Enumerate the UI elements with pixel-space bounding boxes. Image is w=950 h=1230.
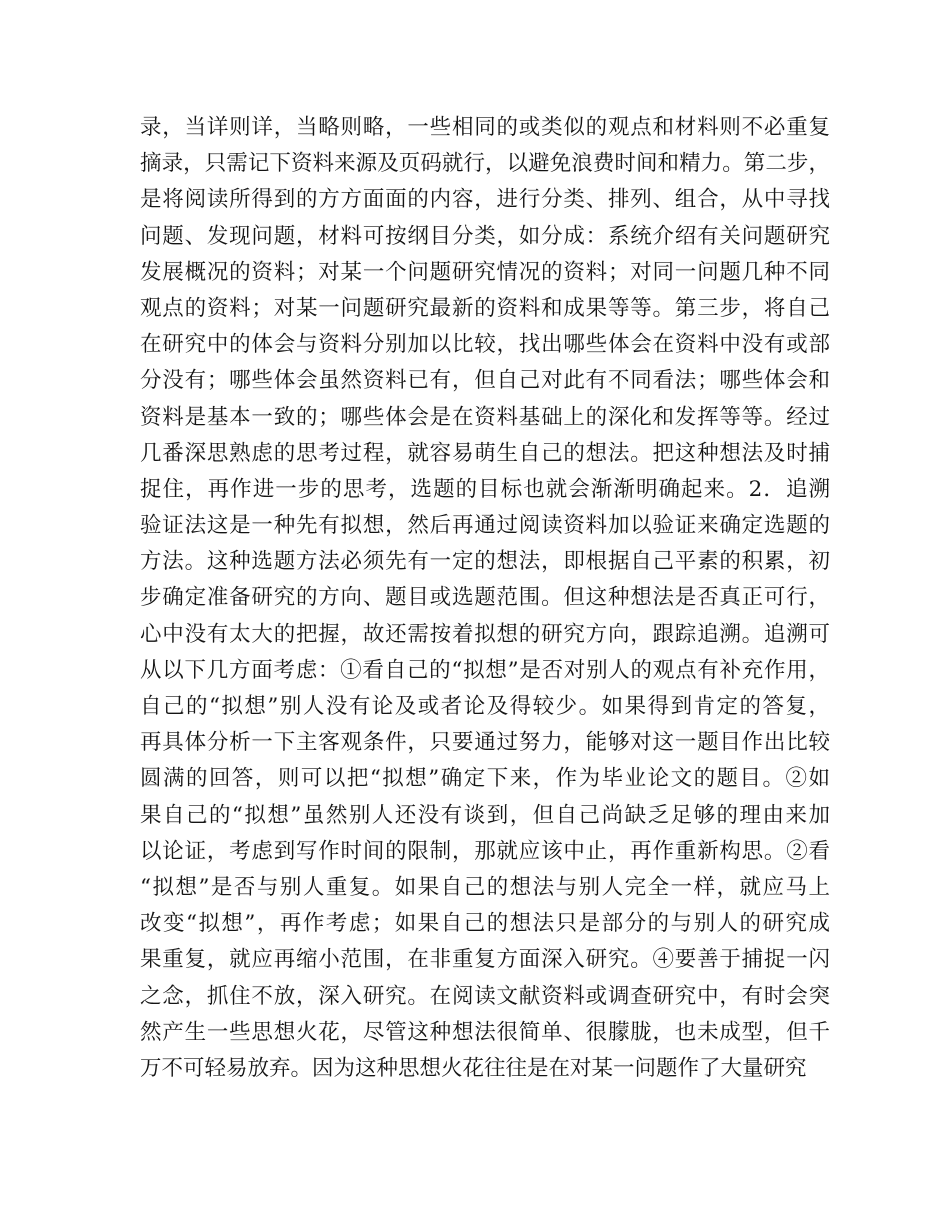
text-line: 捉住，再作进一步的思考，选题的目标也就会渐渐明确起来。2．追溯 — [140, 476, 830, 502]
text-line: “拟想”是否与别人重复。如果自己的想法与别人完全一样，就应马上 — [140, 874, 830, 900]
text-line: 圆满的回答，则可以把“拟想”确定下来，作为毕业论文的题目。②如 — [140, 766, 830, 792]
text-line: 然产生一些思想火花，尽管这种想法很简单、很朦胧，也未成型，但千 — [140, 1019, 830, 1045]
text-line: 果自己的“拟想”虽然别人还没有谈到，但自己尚缺乏足够的理由来加 — [140, 802, 830, 828]
text-line: 从以下几方面考虑：①看自己的“拟想”是否对别人的观点有补充作用， — [140, 657, 830, 683]
text-line: 果重复，就应再缩小范围，在非重复方面深入研究。④要善于捕捉一闪 — [140, 947, 830, 973]
text-line: 自己的“拟想”别人没有论及或者论及得较少。如果得到肯定的答复， — [140, 694, 830, 719]
text-line: 万不可轻易放弃。因为这种思想火花往往是在对某一问题作了大量研究 — [140, 1055, 807, 1081]
text-line: 资料是基本一致的；哪些体会是在资料基础上的深化和发挥等等。经过 — [140, 404, 830, 430]
text-line: 改变“拟想”，再作考虑；如果自己的想法只是部分的与别人的研究成 — [140, 911, 830, 937]
text-line: 步确定准备研究的方向、题目或选题范围。但这种想法是否真正可行， — [140, 585, 830, 611]
text-line: 问题、发现问题，材料可按纲目分类，如分成：系统介绍有关问题研究 — [140, 223, 830, 249]
text-line: 摘录，只需记下资料来源及页码就行，以避免浪费时间和精力。第二步， — [140, 151, 830, 177]
text-line: 几番深思熟虑的思考过程，就容易萌生自己的想法。把这种想法及时捕 — [140, 440, 830, 466]
text-line: 方法。这种选题方法必须先有一定的想法，即根据自己平素的积累，初 — [140, 549, 830, 575]
text-line: 之念，抓住不放，深入研究。在阅读文献资料或调查研究中，有时会突 — [140, 983, 830, 1009]
text-line: 在研究中的体会与资料分别加以比较，找出哪些体会在资料中没有或部 — [140, 332, 830, 358]
text-line: 再具体分析一下主客观条件，只要通过努力，能够对这一题目作出比较 — [140, 730, 830, 756]
text-line: 是将阅读所得到的方方面面的内容，进行分类、排列、组合，从中寻找 — [140, 187, 830, 213]
text-line: 分没有；哪些体会虽然资料已有，但自己对此有不同看法；哪些体会和 — [140, 368, 830, 394]
text-line: 发展概况的资料；对某一个问题研究情况的资料；对同一问题几种不同 — [140, 259, 830, 285]
body-text — [140, 110, 830, 1087]
text-line: 录，当详则详，当略则略，一些相同的或类似的观点和材料则不必重复 — [140, 115, 830, 140]
text-line: 心中没有太大的把握，故还需按着拟想的研究方向，跟踪追溯。追溯可 — [140, 621, 830, 647]
text-line: 以论证，考虑到写作时间的限制，那就应该中止，再作重新构思。②看 — [140, 838, 830, 864]
text-line: 观点的资料；对某一问题研究最新的资料和成果等等。第三步，将自己 — [140, 295, 830, 321]
text-line: 验证法这是一种先有拟想，然后再通过阅读资料加以验证来确定选题的 — [140, 513, 830, 539]
